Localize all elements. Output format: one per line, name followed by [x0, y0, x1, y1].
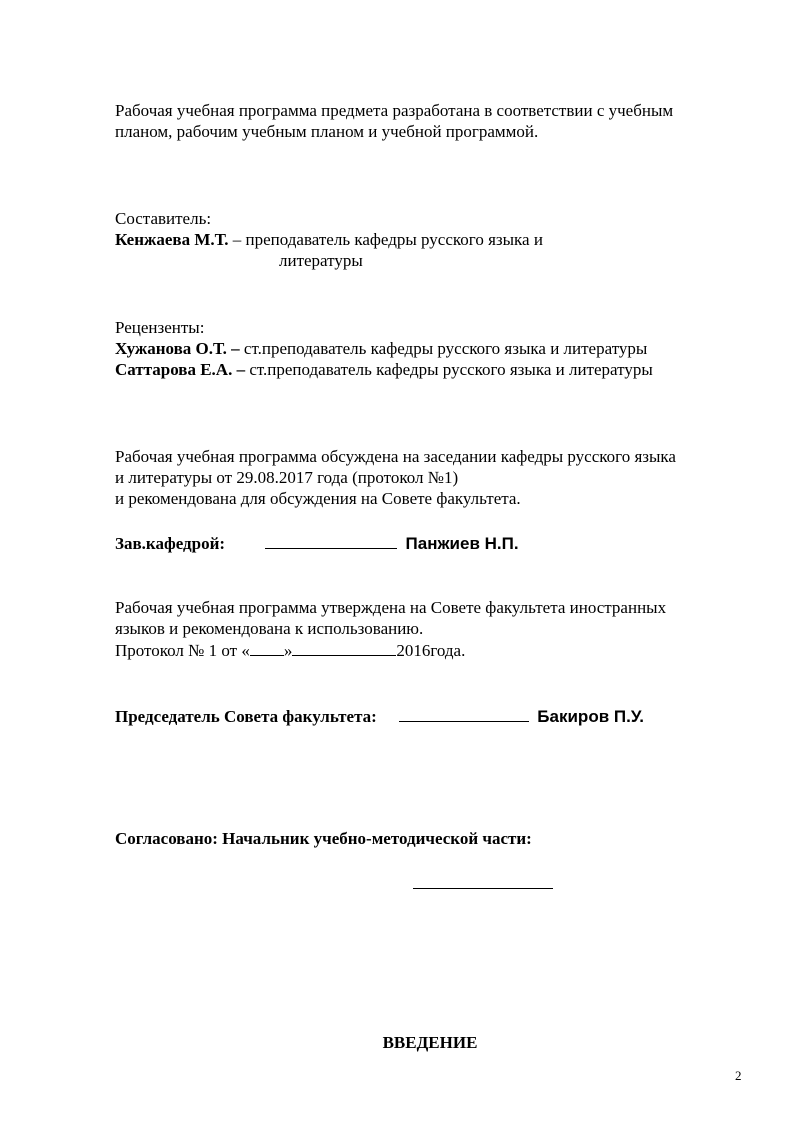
reviewers-label: Рецензенты:	[115, 318, 205, 337]
chairman-name: Бакиров П.У.	[537, 707, 644, 726]
intro-paragraph: Рабочая учебная программа предмета разработана в соответствии с учебным планом, рабочим учебным планом и учебной программой.	[115, 101, 674, 141]
compiler-role: – преподаватель кафедры русского языка и	[228, 230, 543, 249]
compiler-name: Кенжаева М.Т.	[115, 230, 229, 249]
signature-line	[265, 532, 397, 549]
compiler-label: Составитель:	[115, 209, 212, 228]
chairman-signature	[115, 705, 644, 727]
reviewers-block	[115, 317, 653, 380]
section-title: ВВЕДЕНИЕ	[382, 1033, 478, 1052]
compiler-block	[115, 208, 543, 271]
reviewer-name: Саттарова Е.А. –	[115, 360, 246, 379]
agreed-label: Согласовано: Начальник учебно-методической части:	[115, 829, 532, 848]
discussion-paragraph: Рабочая учебная программа обсуждена на заседании кафедры русского языка и литературы от 29.08.2017 года (протокол №1) и рекомендована для обсуждения на Совете факультета.	[115, 447, 676, 508]
compiler-role-cont: литературы	[279, 251, 363, 270]
blank-day	[250, 639, 284, 656]
page-number: 2	[735, 1068, 742, 1083]
blank-month	[292, 639, 396, 656]
reviewer-name: Хужанова О.Т. –	[115, 339, 240, 358]
signature-line	[399, 705, 529, 722]
reviewer-role: ст.преподаватель кафедры русского языка и литературы	[239, 339, 648, 358]
chairman-label: Председатель Совета факультета:	[115, 707, 377, 726]
signature-line	[413, 873, 553, 889]
approval-paragraph: Рабочая учебная программа утверждена на Совете факультета иностранных языков и рекомендована к использованию. Протокол № 1 от « » 2016года.	[115, 598, 667, 660]
protocol-line: Протокол № 1 от « » 2016года.	[115, 641, 466, 660]
head-of-dept-label: Зав.кафедрой:	[115, 534, 226, 553]
reviewer-item	[115, 338, 653, 359]
head-of-dept-signature	[115, 532, 519, 554]
reviewer-role: ст.преподаватель кафедры русского языка и литературы	[245, 360, 653, 379]
reviewer-item	[115, 359, 653, 380]
head-of-dept-name: Панжиев Н.П.	[405, 534, 519, 553]
